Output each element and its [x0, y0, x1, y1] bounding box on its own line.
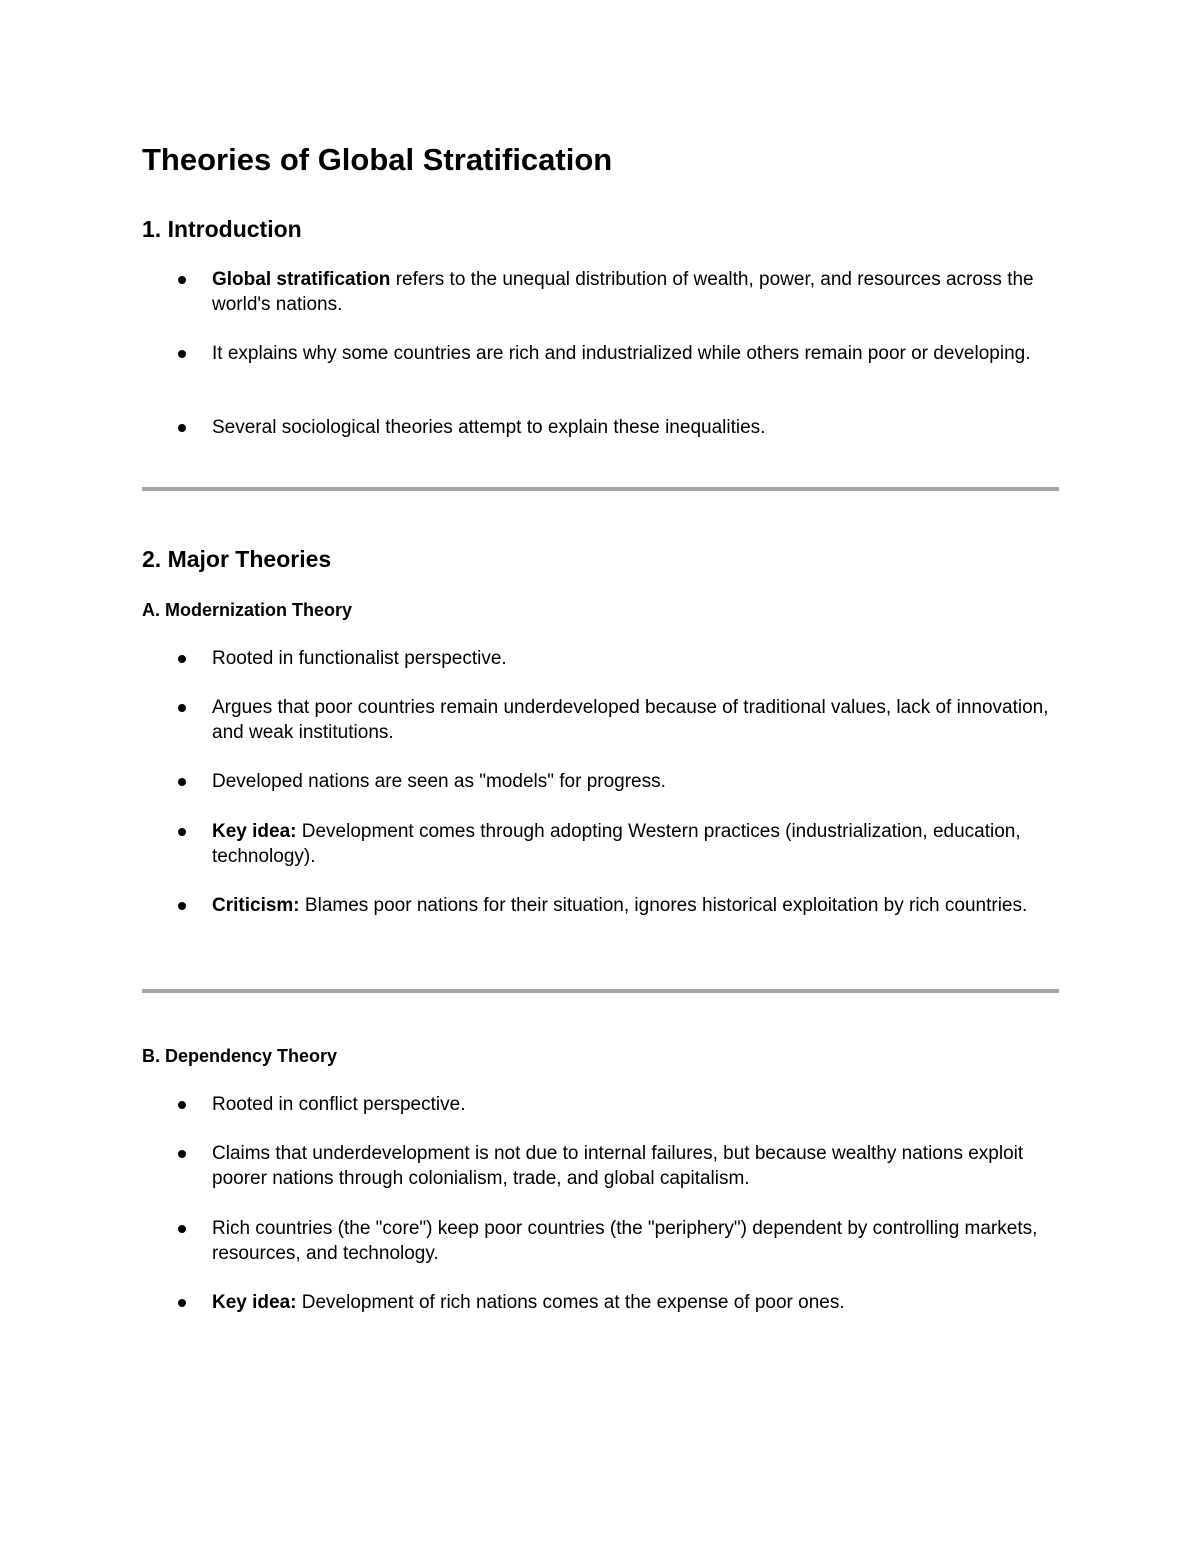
item-text: It explains why some countries are rich and industrialized while others remain poor or developing. — [212, 343, 1031, 364]
bullet-icon — [178, 902, 186, 910]
bold-term: Criticism: — [212, 895, 300, 916]
bullet-icon — [178, 828, 186, 836]
item-text: Several sociological theories attempt to explain these inequalities. — [212, 417, 766, 438]
item-text: Development comes through adopting Western practices (industrialization, education, technology). — [212, 821, 1021, 867]
horizontal-divider — [142, 487, 1059, 491]
list-item — [212, 819, 1072, 869]
bullet-icon — [178, 778, 186, 786]
subheading-dependency-theory: B. Dependency Theory — [142, 1046, 338, 1066]
bullet-icon — [178, 1101, 186, 1109]
subheading-modernization-theory: A. Modernization Theory — [142, 600, 353, 620]
list-item — [212, 1092, 1072, 1117]
bullet-icon — [178, 350, 186, 358]
list-item — [212, 646, 1072, 671]
list-item — [212, 893, 1072, 918]
bullet-icon — [178, 276, 186, 284]
horizontal-divider — [142, 989, 1059, 993]
section-heading-major-theories: 2. Major Theories — [142, 546, 332, 572]
item-text: Blames poor nations for their situation, ignores historical exploitation by rich countries. — [299, 895, 1028, 916]
list-item — [212, 1216, 1072, 1266]
list-item — [212, 415, 1072, 440]
bullet-icon — [178, 1150, 186, 1158]
bullet-icon — [178, 1299, 186, 1307]
item-text: Rooted in functionalist perspective. — [212, 648, 507, 669]
bold-term: Key idea: — [212, 1292, 297, 1313]
item-text: Development of rich nations comes at the expense of poor ones. — [296, 1292, 845, 1313]
list-item — [212, 267, 1072, 317]
bullet-icon — [178, 1225, 186, 1233]
document-title: Theories of Global Stratification — [142, 142, 613, 177]
bold-term: Key idea: — [212, 821, 297, 842]
item-text: Rooted in conflict perspective. — [212, 1094, 466, 1115]
list-item — [212, 1290, 1072, 1315]
list-item — [212, 341, 1072, 366]
item-text: Developed nations are seen as "models" for progress. — [212, 771, 666, 792]
bullet-icon — [178, 424, 186, 432]
item-text: Argues that poor countries remain underdeveloped because of traditional values, lack of innovation, and weak institutions. — [212, 697, 1049, 743]
bold-term: Global stratification — [212, 269, 391, 290]
bullet-icon — [178, 655, 186, 663]
list-item — [212, 1141, 1072, 1191]
section-heading-introduction: 1. Introduction — [142, 216, 302, 242]
item-text: Rich countries (the "core") keep poor countries (the "periphery") dependent by controlling markets, resources, and technology. — [212, 1218, 1038, 1264]
bullet-icon — [178, 704, 186, 712]
list-item — [212, 695, 1072, 745]
item-text: Claims that underdevelopment is not due to internal failures, but because wealthy nations exploit poorer nations through colonialism, trade, and global capitalism. — [212, 1143, 1024, 1189]
item-text: refers to the unequal distribution of wealth, power, and resources across the world's nations. — [212, 269, 1034, 315]
list-item — [212, 769, 1072, 794]
